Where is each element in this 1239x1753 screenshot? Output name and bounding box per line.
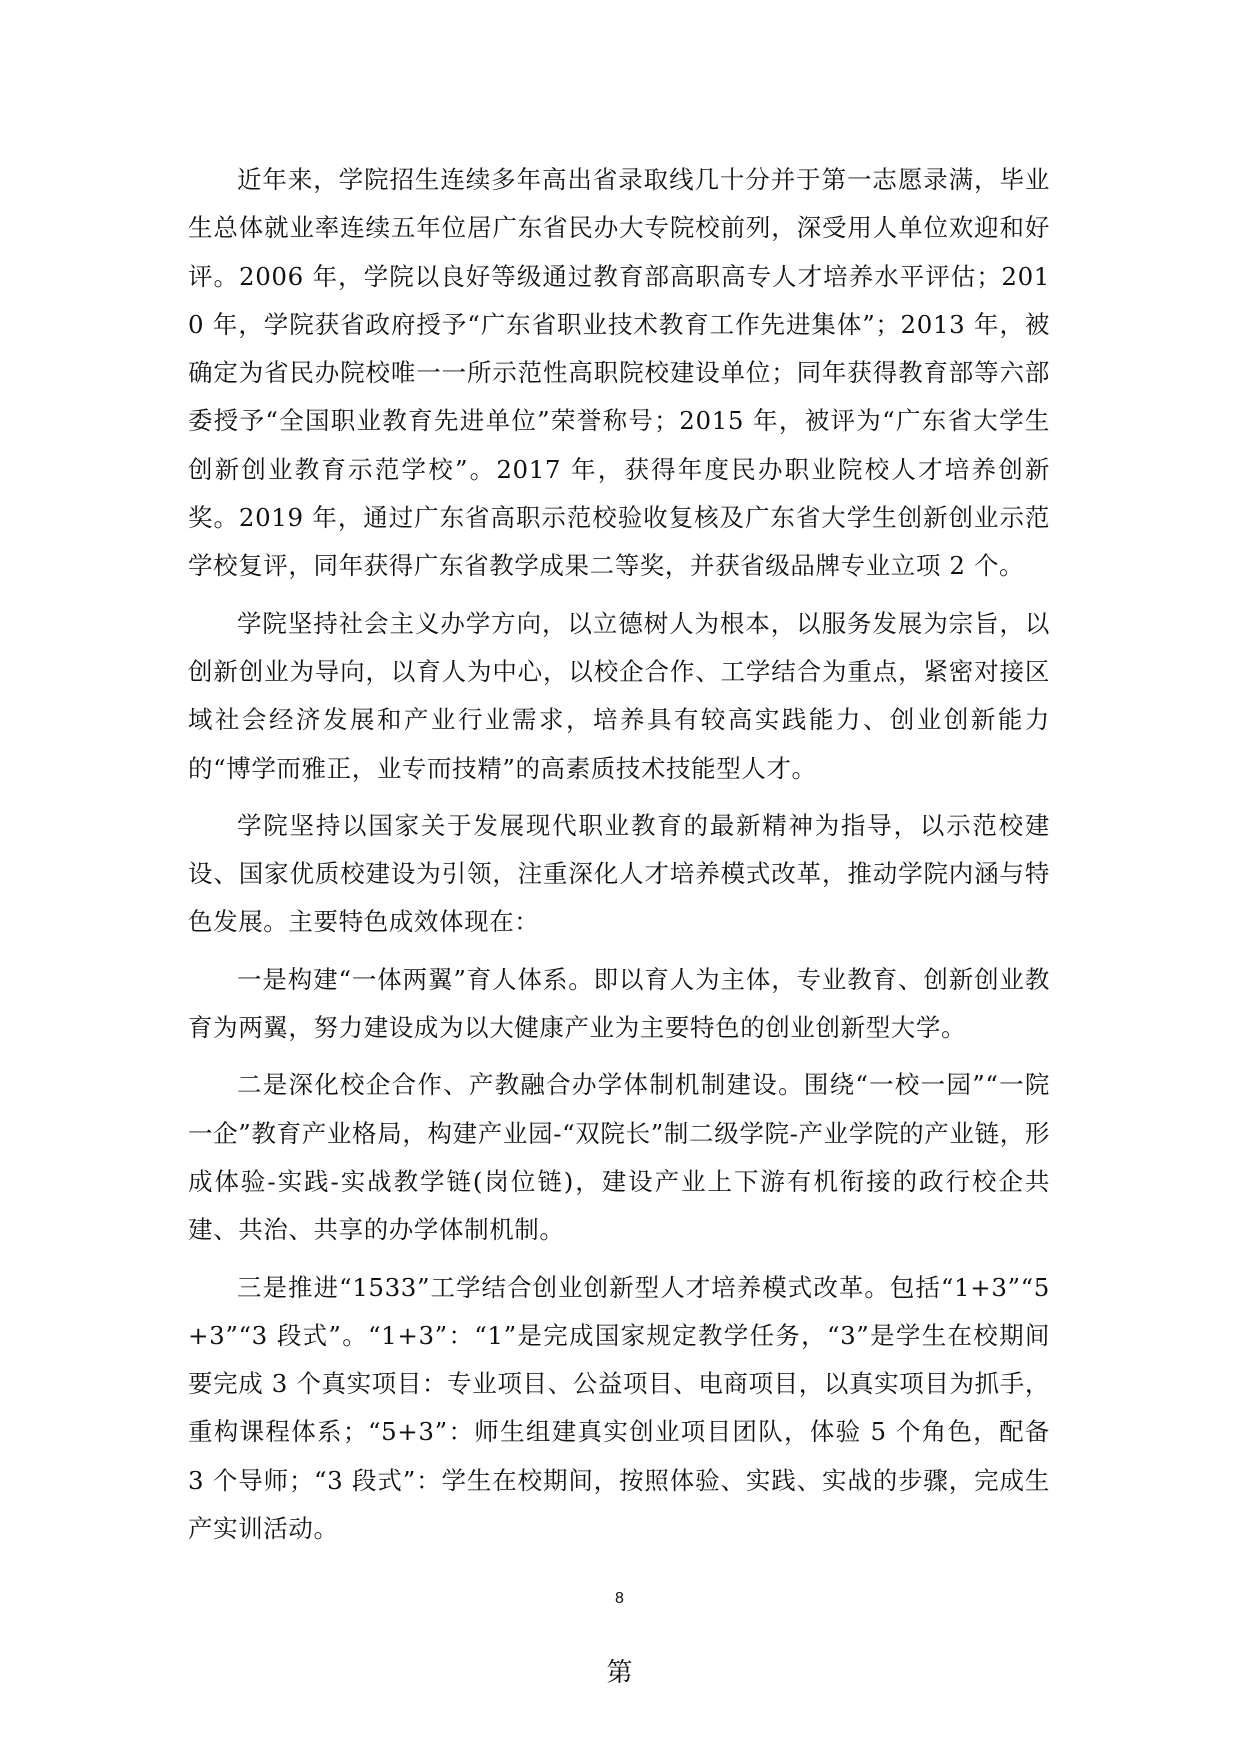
paragraph-guiding-principles: 学院坚持以国家关于发展现代职业教育的最新精神为指导，以示范校建设、国家优质校建设为引领，注重深化人才培养模式改革，推动学院内涵与特色发展。主要特色成效体现在： [188,810,1050,937]
body-text [188,156,1050,1562]
paragraph-feature-three: 三是推进“1533”工学结合创业创新型人才培养模式改革。包括“1+3”“5+3”“3 段式”。“1+3”：“1”是完成国家规定教学任务，“3”是学生在校期间要完成 3 个真实项目：专业项目、公益项目、电商项目，以真实项目为抓手，重构课程体系；“5+3”：师生组建真实创业项目团队，体验 5 个角色，配备 3 个导师；“3 段式”：学生在校期间，按照体验、实践、实战的步骤，完成生产实训活动。 [188,1272,1050,1544]
paragraph-feature-two: 二是深化校企合作、产教融合办学体制机制建设。围绕“一校一园”“一院一企”教育产业格局，构建产业园-“双院长”制二级学院-产业学院的产业链，形成体验-实践-实战教学链(岗位链)，建设产业上下游有机衔接的政行校企共建、共治、共享的办学体制机制。 [188,1070,1050,1245]
page-number: 8 [615,1590,624,1607]
paragraph-admissions-achievements: 近年来，学院招生连续多年高出省录取线几十分并于第一志愿录满，毕业生总体就业率连续五年位居广东省民办大专院校前列，深受用人单位欢迎和好评。2006 年，学院以良好等级通过教育部高职高专人才培养水平评估；2010 年，学院获省政府授予“广东省职业技术教育工作先进集体”；2013 年，被确定为省民办院校唯一一所示范性高职院校建设单位；同年获得教育部等六部委授予“全国职业教育先进单位”荣誉称号；2015 年，被评为“广东省大学生创新创业教育示范学校”。2017 年，获得年度民办职业院校人才培养创新奖。2019 年，通过广东省高职示范校验收复核及广东省大学生创新创业示范学校复评，同年获得广东省教学成果二等奖，并获省级品牌专业立项 2 个。 [188,165,1050,581]
footer-text: 第 [606,1658,633,1688]
paragraph-feature-one: 一是构建“一体两翼”育人体系。即以育人为主体，专业教育、创新创业教育为两翼，努力建设成为以大健康产业为主要特色的创业创新型大学。 [188,964,1050,1043]
paragraph-educational-direction: 学院坚持社会主义办学方向，以立德树人为根本，以服务发展为宗旨，以创新创业为导向，以育人为中心，以校企合作、工学结合为重点，紧密对接区域社会经济发展和产业行业需求，培养具有较高实践能力、创业创新能力的“博学而雅正，业专而技精”的高素质技术技能型人才。 [188,608,1050,783]
